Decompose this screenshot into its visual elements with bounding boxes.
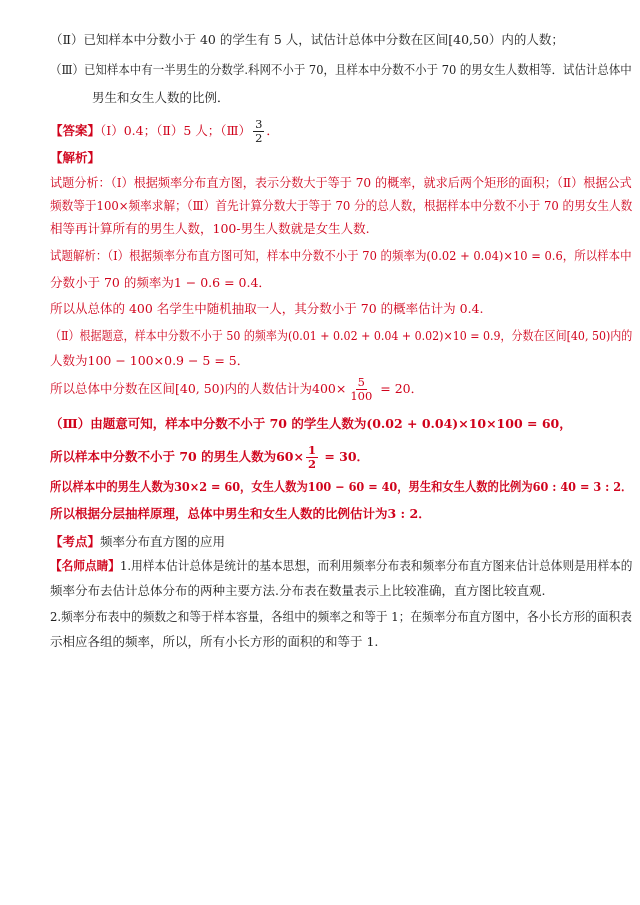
mingshi-text-1: 1.用样本估计总体是统计的基本思想，而利用频率分布表和频率分布直方图来估计总体则是用样本的 (119, 558, 633, 573)
answer-label: 【答案】 (50, 123, 101, 138)
analysis-line-6: 所以从总体的 400 名学生中随机抽取一人，其分数小于 70 的概率估计为 0.4. (50, 301, 484, 316)
answer-line (50, 118, 279, 145)
mingshi-line-3: 2.频率分布表中的频数之和等于样本容量，各组中的频率之和等于 1；在频率分布直方图中，各小长方形的面积表 (50, 609, 632, 624)
fraction-numerator: 5 (357, 375, 365, 389)
answer-fraction-numerator: 3 (255, 117, 263, 131)
kaodian-label: 【考点】 (50, 534, 101, 549)
fraction-denominator: 100 (350, 389, 373, 403)
analysis-line-11 (50, 444, 369, 471)
analysis-line-8: 人数为100 − 100×0.9 − 5 = 5． (50, 353, 250, 368)
kaodian-text: 频率分布直方图的应用 (100, 534, 226, 549)
question-3-line2: 男生和女生人数的比例． (92, 90, 230, 105)
question-3-line1: （Ⅲ）已知样本中有一半男生的分数学.科网不小于 70，且样本中分数不小于 70 的男女生人数相等．试估计总体中 (50, 62, 632, 77)
analysis-line-3: 相等再计算所有的男生人数，100-男生人数就是女生人数. (50, 221, 370, 236)
analysis-line-7: （Ⅱ）根据题意，样本中分数不小于 50 的频率为(0.01 + 0.02 + 0.04 + 0.02)×10 = 0.9，分数在区间[40, 50)内的 (50, 328, 633, 343)
analysis-line-9-start: 所以总体中分数在区间[40, 50)内的人数估计为400× (50, 381, 347, 396)
analysis-line-9-end: = 20． (376, 381, 424, 396)
mingshi-line-1 (50, 556, 632, 576)
answer-fraction (253, 118, 264, 145)
mingshi-label: 【名师点睛】 (50, 558, 120, 573)
analysis-line-1: 试题分析：（Ⅰ）根据频率分布直方图，表示分数大于等于 70 的概率，就求后两个矩形的面积；（Ⅱ）根据公式 (50, 175, 632, 190)
analysis-line-5: 分数小于 70 的频率为1 − 0.6 = 0.4． (50, 275, 271, 290)
analysis-line-2: 频数等于100×频率求解；（Ⅲ）首先计算分数大于等于 70 分的总人数，根据样本中分数不小于 70 的男女生人数 (50, 198, 633, 213)
kaodian-line (50, 532, 225, 552)
analysis-line-11-start: 所以样本中分数不小于 70 的男生人数为60× (50, 449, 304, 464)
fraction-denominator: 2 (307, 457, 316, 471)
analysis-label: 【解析】 (50, 150, 101, 165)
answer-text: （Ⅰ）0.4；（Ⅱ）5 人；（Ⅲ） (100, 123, 252, 138)
analysis-line-10: （Ⅲ）由题意可知，样本中分数不小于 70 的学生人数为(0.02 + 0.04)×10×100 = 60， (50, 416, 572, 431)
analysis-line-9-fraction (348, 376, 374, 403)
analysis-line-11-fraction (306, 444, 318, 471)
analysis-line-13: 所以根据分层抽样原理，总体中男生和女生人数的比例估计为3 : 2． (50, 506, 431, 521)
analysis-line-4: 试题解析：（Ⅰ）根据频率分布直方图可知，样本中分数不小于 70 的频率为(0.02 + 0.04)×10 = 0.6，所以样本中 (50, 248, 632, 263)
mingshi-line-4: 示相应各组的频率，所以，所有小长方形的面积的和等于 1. (50, 634, 379, 649)
answer-tail: ． (266, 123, 279, 138)
analysis-line-11-end: = 30． (319, 449, 370, 464)
fraction-numerator: 1 (307, 443, 316, 457)
mingshi-line-2: 频率分布去估计总体分布的两种主要方法.分布表在数量表示上比较准确，直方图比较直观. (50, 583, 546, 598)
answer-fraction-denominator: 2 (255, 131, 263, 145)
analysis-line-9 (50, 376, 423, 403)
analysis-line-12: 所以样本中的男生人数为30×2 = 60，女生人数为100 − 60 = 40，男生和女生人数的比例为60 : 40 = 3 : 2． (50, 479, 633, 494)
question-2: （Ⅱ）已知样本中分数小于 40 的学生有 5 人，试估计总体中分数在区间[40,50）内的人数； (50, 32, 564, 47)
